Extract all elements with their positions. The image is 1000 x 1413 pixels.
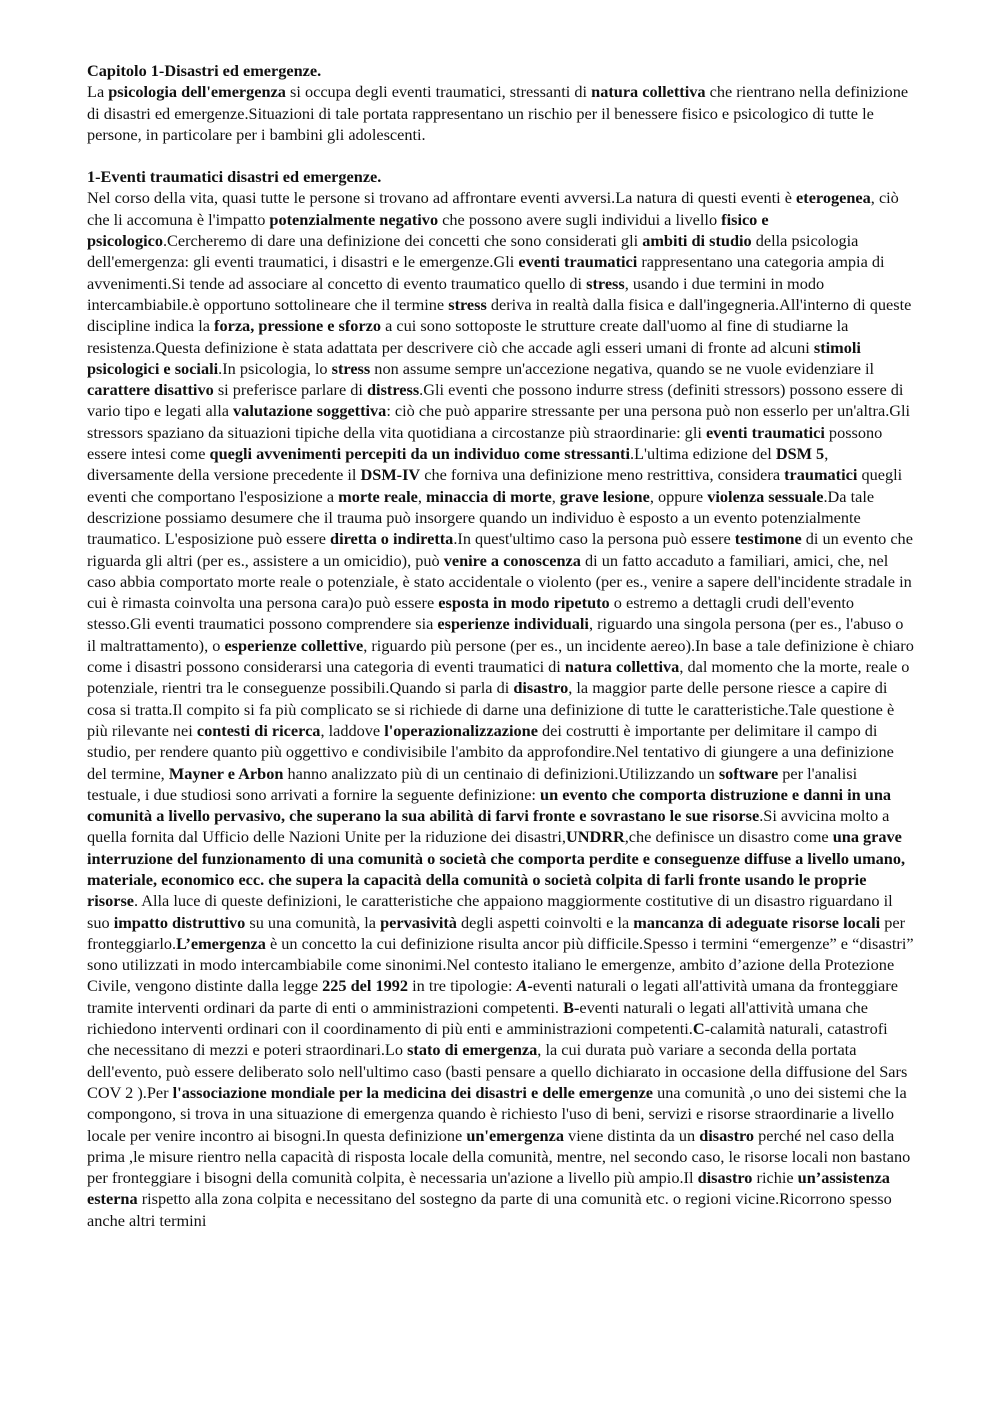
text-run: dei costrutti è importante per delimitare il campo di studio, per rendere quanto più oggettivo e condivisibile l'ambito da approfondire.Nel tentativo di giungere a una definizione del termine, [87, 720, 894, 783]
bold-term: DSM-IV [360, 465, 421, 485]
bold-term: eterogenea [796, 188, 871, 208]
bold-term: Mayner e Arbon [168, 763, 284, 783]
bold-term: stress [331, 358, 371, 378]
text-run: di un evento che riguarda gli altri (per es., assistere a un omicidio), può [87, 529, 913, 570]
bold-term: violenza sessuale [707, 486, 824, 506]
text-run: .In psicologia, lo [218, 358, 332, 378]
bold-term: eventi traumatici [518, 252, 638, 272]
bold-term: UNDRR [565, 827, 625, 847]
bold-term: esposta in modo ripetuto [438, 593, 610, 613]
text-run: La [87, 82, 109, 102]
bold-term: distress [366, 380, 420, 400]
text-run: , riguardo una singola persona (per es., l'abuso o il maltrattamento), o [87, 614, 904, 655]
text-run: o estremo a dettagli crudi dell'evento stesso.Gli eventi traumatici possono comprendere sia [87, 593, 855, 634]
text-run: per fronteggiarlo. [87, 912, 906, 953]
text-run: .L'ultima edizione del [630, 444, 776, 464]
text-run: .In quest'ultimo caso la persona può essere [453, 529, 735, 549]
text-run: si occupa degli eventi traumatici, stressanti di [285, 82, 592, 102]
text-run: , dal momento che la morte, reale o potenziale, rientri tra le conseguenze possibili.Quando si parla di [87, 657, 910, 698]
text-run: a cui sono sottoposte le strutture create dall'uomo al fine di studiarne la resistenza.Questa definizione è stata adattata per descrivere ciò che accade agli esseri umani di fronte ad alcuni [87, 316, 849, 357]
text-run: che forniva una definizione meno restrittiva, considera [420, 465, 785, 485]
text-run: su una comunità, la [245, 912, 381, 932]
text-run: si preferisce parlare di [213, 380, 367, 400]
bold-term: esperienze individuali [437, 614, 589, 634]
bold-term: forza, pressione e sforzo [214, 316, 382, 336]
bold-term: fisico e psicologico [87, 209, 769, 251]
text-run: possono essere intesi come [87, 422, 883, 464]
bold-term: mancanza di adeguate risorse locali [633, 912, 881, 932]
section-title: 1-Eventi traumatici disastri ed emergenze. [87, 167, 382, 187]
chapter-title: Capitolo 1-Disastri ed emergenze. [87, 61, 322, 80]
text-run: , usando i due termini in modo intercambiabile.è opportuno sottolineare che il termine [87, 273, 825, 314]
bold-term: grave lesione [559, 486, 650, 506]
text-run: della psicologia dell'emergenza: gli eventi traumatici, i disastri e le emergenze.Gli [87, 231, 859, 272]
text-run: , laddove [320, 720, 385, 740]
bold-term: diretta o indiretta [330, 529, 454, 549]
section-body-paragraph [87, 187, 914, 1231]
bold-term: C [692, 1019, 705, 1039]
paragraph-spacer [87, 145, 914, 166]
bold-term: traumatici [784, 465, 858, 485]
bold-term: DSM 5 [775, 444, 825, 464]
text-run: deriva in realtà dalla fisica e dall'ingegneria.All'interno di queste discipline indica la [87, 294, 912, 336]
text-run: eventi naturali o legati all'attività umana da fronteggiare tramite interventi ordinari da parte di enti o amministrazioni competenti. [87, 976, 898, 1017]
text-run: di un fatto accaduto a familiari, amici, che, nel caso abbia comportato morte reale o potenziale, è stato accidentale o violento (per es., venire a sapere dell'incidente stradale in cui è rimasta coinvolta una persona cara)o può essere [87, 550, 912, 613]
text-run: , la cui durata può variare a seconda della portata dell'evento, può essere deliberato solo nell'ultimo caso (basti pensare a quello dichiarato in occasione della diffusione del Sars COV 2 ).Per [87, 1040, 908, 1102]
text-run: : ciò che può apparire stressante per una persona può non esserlo per un'altra.Gli stressors spaziano da situazioni tipiche della vita quotidiana a circostanze più straordinarie: gli [87, 401, 911, 442]
bold-term: l'associazione mondiale per la medicina dei disastri e delle emergenze [172, 1082, 654, 1102]
bold-term: un evento che comporta distruzione e danni in una comunità a livello pervasivo, che superano la sua abilità di farvi fronte e sovrastano le sue risorse [87, 784, 892, 826]
bold-term: minaccia di morte [425, 486, 552, 506]
chapter-intro-paragraph [87, 81, 914, 145]
bold-term: ambiti di studio [642, 231, 752, 251]
bold-term: morte reale [338, 486, 418, 506]
bold-term: natura collettiva [564, 657, 680, 677]
bold-term: impatto distruttivo [113, 912, 246, 932]
bold-term: disastro [513, 678, 569, 698]
bold-term: stress [448, 294, 487, 314]
bold-term: un’assistenza esterna [87, 1168, 890, 1209]
bold-term: disastro [699, 1125, 755, 1145]
bold-term: stress [586, 273, 625, 293]
text-run: , la maggior parte delle persone riesce a capire di cosa si tratta.Il compito si fa più complicato se si richiede di darne una definizione di tutte le caratteristiche.Tale questione è più rilevante nei [87, 678, 895, 740]
bold-term: l'operazionalizzazione [384, 720, 538, 740]
bold-term: una grave interruzione del funzionamento di una comunità o società che comporta perdite e conseguenze diffuse a livello umano, materiale, economico ecc. che supera la capacità della comunità o società colpita di farli fronte usando le proprie risorse [87, 827, 906, 911]
bold-term: quegli avvenimenti percepiti da un individuo come stressanti [209, 444, 630, 464]
bold-term: eventi traumatici [705, 422, 825, 442]
text-run: richie [752, 1168, 798, 1188]
text-run: , oppure [649, 486, 708, 506]
text-run: .Si avvicina molto a quella fornita dal Ufficio delle Nazioni Unite per la riduzione dei disastri, [87, 806, 890, 847]
bold-term: esperienze collettive [224, 635, 364, 655]
bold-term: venire a conoscenza [443, 550, 581, 570]
text-run: ,che definisce un disastro come [624, 827, 833, 847]
bold-term: valutazione soggettiva [233, 401, 387, 421]
bold-term: carattere disattivo [87, 380, 214, 400]
text-run: in tre tipologie: [408, 976, 517, 996]
bold-term: pervasività [380, 912, 457, 932]
text-run: , [551, 486, 560, 506]
text-run: -calamità naturali, catastrofi che necessitano di mezzi e poteri straordinari.Lo [87, 1019, 888, 1060]
text-run: .Gli eventi che possono indurre stress (definiti stressors) possono essere di vario tipo e legati alla [87, 380, 904, 421]
text-run: che rientrano nella definizione di disastri ed emergenze.Situazioni di tale portata rappresentano un rischio per il benessere fisico e psicologico di tutte le persone, in particolare per i bambini gli adolescenti. [87, 82, 909, 144]
text-run: rispetto alla zona colpita e necessitano del sostegno da parte di una comunità etc. o regioni vicine.Ricorrono spesso anche altri termini [87, 1189, 892, 1230]
bold-term: un'emergenza [466, 1125, 564, 1145]
text-run: Nel corso della vita, quasi tutte le persone si trovano ad affrontare eventi avversi.La natura di questi eventi è [87, 188, 797, 208]
text-run: che possono avere sugli individui a livello [438, 209, 722, 229]
text-run: , riguardo più persone (per es., un incidente aereo).In base a tale definizione è chiaro come i disastri possono considerarsi una categoria di eventi traumatici di [87, 635, 914, 677]
text-run: .Da tale descrizione possiamo desumere che il trauma può insorgere quando un individuo è esposto a un evento potenzialmente traumatico. L'esposizione può essere [87, 486, 875, 549]
text-run: eventi naturali o legati all'attività umana che richiedono interventi ordinari con il coordinamento di più enti e amministrazioni competenti. [87, 997, 869, 1039]
bold-term: 225 del 1992 [322, 976, 409, 996]
text-run: , ciò che li accomuna è l'impatto [87, 188, 899, 229]
text-run: per l'analisi testuale, i due studiosi sono arrivati a fornire la seguente definizione: [87, 763, 858, 804]
bold-term: stimoli psicologici e sociali [87, 337, 861, 378]
bold-term: stato di emergenza [407, 1040, 538, 1060]
bold-term: disastro [697, 1168, 753, 1188]
text-run: non assume sempre un'accezione negativa, quando se ne vuole evidenziare il [370, 358, 875, 378]
text-run: , [417, 486, 426, 506]
text-run: una comunità ,o uno dei sistemi che la compongono, si trova in una situazione di emergenza quando è richiesto l'uso di beni, servizi e risorse straordinarie a livello locale per venire incontro ai bisogni.In questa definizione [87, 1082, 907, 1145]
text-run: è un concetto la cui definizione risulta ancor più difficile.Spesso i termini “emergenze” e “disastri” sono utilizzati in modo intercambiabile come sinonimi.Nel contesto italiano le emergenze, ambito d’azione della Protezione Civile, vengono distinte dalla legge [87, 933, 914, 996]
text-run: viene distinta da un [563, 1125, 700, 1145]
bold-term: psicologia dell'emergenza [108, 82, 286, 102]
text-run: .Cercheremo di dare una definizione dei concetti che sono considerati gli [162, 231, 643, 251]
text-run: . Alla luce di queste definizioni, le caratteristiche che appaiono maggiormente costitutive di un disastro riguardano il suo [87, 891, 893, 932]
bold-term: contesti di ricerca [196, 720, 321, 740]
bold-term: testimone [734, 529, 802, 549]
bold-italic-term: A- [516, 976, 533, 996]
bold-term: natura collettiva [591, 82, 706, 102]
text-run: perché nel caso della prima ,le misure rientro nella capacità di risposta locale della comunità, mentre, nel secondo caso, le risorse locali non bastano per fronteggiare i bisogni della comunità colpita, è necessaria un'azione a livello più ampio.Il [87, 1125, 911, 1188]
bold-term: L’emergenza [176, 933, 266, 953]
text-run: , diversamente della versione precedente il [87, 444, 829, 485]
bold-term: B- [563, 997, 580, 1017]
text-run: degli aspetti coinvolti e la [456, 912, 634, 932]
bold-term: software [718, 763, 779, 783]
text-run: hanno analizzato più di un centinaio di definizioni.Utilizzando un [283, 763, 719, 783]
text-run: quegli eventi che comportano l'esposizione a [87, 465, 903, 506]
text-run: rappresentano una categoria ampia di avvenimenti.Si tende ad associare al concetto di evento traumatico quello di [87, 252, 885, 293]
bold-term: potenzialmente negativo [269, 209, 439, 229]
